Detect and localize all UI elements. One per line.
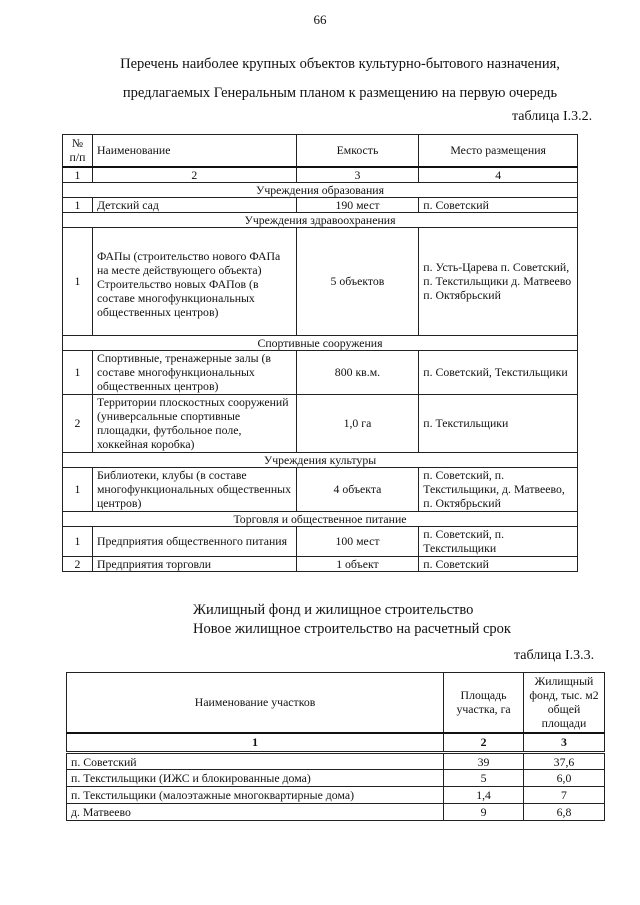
row-capacity: 4 объекта: [296, 467, 419, 511]
row-name: п. Советский: [67, 753, 444, 770]
row-name: Библиотеки, клубы (в составе многофункциональных общественных центров): [92, 467, 296, 511]
row-num: 1: [63, 467, 93, 511]
table-row: [67, 804, 605, 821]
section-title: Учреждения образования: [63, 182, 578, 197]
section-title: Учреждения культуры: [63, 452, 578, 467]
col-number: 2: [444, 733, 524, 753]
row-area: 1,4: [444, 787, 524, 804]
row-fund: 6,0: [524, 770, 605, 787]
row-num: 2: [63, 394, 93, 452]
col-number: 1: [67, 733, 444, 753]
table-2-label: таблица I.3.3.: [514, 648, 595, 663]
row-name: Детский сад: [92, 197, 296, 212]
row-capacity: 5 объектов: [296, 227, 419, 335]
row-num: 1: [63, 197, 93, 212]
col-number: 4: [419, 167, 578, 183]
table-row: [63, 350, 578, 394]
row-place: п. Советский: [419, 197, 578, 212]
section-title: Торговля и общественное питание: [63, 511, 578, 526]
housing-subheading: Новое жилищное строительство на расчетный срок: [193, 621, 511, 637]
table-row: [63, 394, 578, 452]
row-place: п. Текстильщики: [419, 394, 578, 452]
row-num: 1: [63, 526, 93, 556]
row-place: п. Советский: [419, 556, 578, 571]
row-name: п. Текстильщики (малоэтажные многоквартирные дома): [67, 787, 444, 804]
header-name: Наименование: [92, 135, 296, 167]
header-num: № п/п: [63, 135, 93, 167]
row-place: п. Советский, п. Текстильщики, д. Матвеево, п. Октябрьский: [419, 467, 578, 511]
row-name: Предприятия общественного питания: [92, 526, 296, 556]
row-capacity: 1,0 га: [296, 394, 419, 452]
header-plot-area: Площадь участка, га: [444, 673, 524, 733]
table-row: [67, 787, 605, 804]
housing-table: [66, 672, 605, 821]
row-place: п. Советский, п. Текстильщики: [419, 526, 578, 556]
row-fund: 37,6: [524, 753, 605, 770]
row-area: 9: [444, 804, 524, 821]
table-row: [63, 556, 578, 571]
table-row: [63, 526, 578, 556]
row-fund: 7: [524, 787, 605, 804]
row-name: Территории плоскостных сооружений (универсальные спортивные площадки, футбольное поле, хоккейная коробка): [92, 394, 296, 452]
header-capacity: Емкость: [296, 135, 419, 167]
row-name: д. Матвеево: [67, 804, 444, 821]
table-row: [67, 770, 605, 787]
row-name: п. Текстильщики (ИЖС и блокированные дома): [67, 770, 444, 787]
housing-heading: Жилищный фонд и жилищное строительство: [193, 602, 474, 618]
row-capacity: 800 кв.м.: [296, 350, 419, 394]
document-title-line-2: предлагаемых Генеральным планом к размещению на первую очередь: [122, 85, 558, 101]
row-capacity: 100 мест: [296, 526, 419, 556]
table-row: [63, 467, 578, 511]
row-name: Спортивные, тренажерные залы (в составе многофункциональных общественных центров): [92, 350, 296, 394]
table-1-label: таблица I.3.2.: [512, 109, 593, 124]
row-fund: 6,8: [524, 804, 605, 821]
row-capacity: 190 мест: [296, 197, 419, 212]
col-number: 3: [296, 167, 419, 183]
col-number: 1: [63, 167, 93, 183]
header-housing-fund: Жилищный фонд, тыс. м2 общей площади: [524, 673, 605, 733]
row-num: 2: [63, 556, 93, 571]
row-capacity: 1 объект: [296, 556, 419, 571]
header-place: Место размещения: [419, 135, 578, 167]
page-number: 66: [313, 12, 327, 27]
table-row: [67, 753, 605, 770]
row-area: 5: [444, 770, 524, 787]
objects-table: [62, 134, 578, 572]
section-title: Спортивные сооружения: [63, 335, 578, 350]
row-area: 39: [444, 753, 524, 770]
header-plot-name: Наименование участков: [67, 673, 444, 733]
table-row: [63, 227, 578, 335]
document-title-line-1: Перечень наиболее крупных объектов культурно-бытового назначения,: [120, 56, 560, 72]
row-name: ФАПы (строительство нового ФАПа на месте действующего объекта) Строительство новых ФАПов (в составе многофункциональных общественных центров): [92, 227, 296, 335]
section-title: Учреждения здравоохранения: [63, 212, 578, 227]
row-name: Предприятия торговли: [92, 556, 296, 571]
row-num: 1: [63, 350, 93, 394]
table-row: [63, 197, 578, 212]
row-place: п. Усть-Царева п. Советский, п. Текстильщики д. Матвеево п. Октябрьский: [419, 227, 578, 335]
row-num: 1: [63, 227, 93, 335]
col-number: 2: [92, 167, 296, 183]
row-place: п. Советский, Текстильщики: [419, 350, 578, 394]
col-number: 3: [524, 733, 605, 753]
